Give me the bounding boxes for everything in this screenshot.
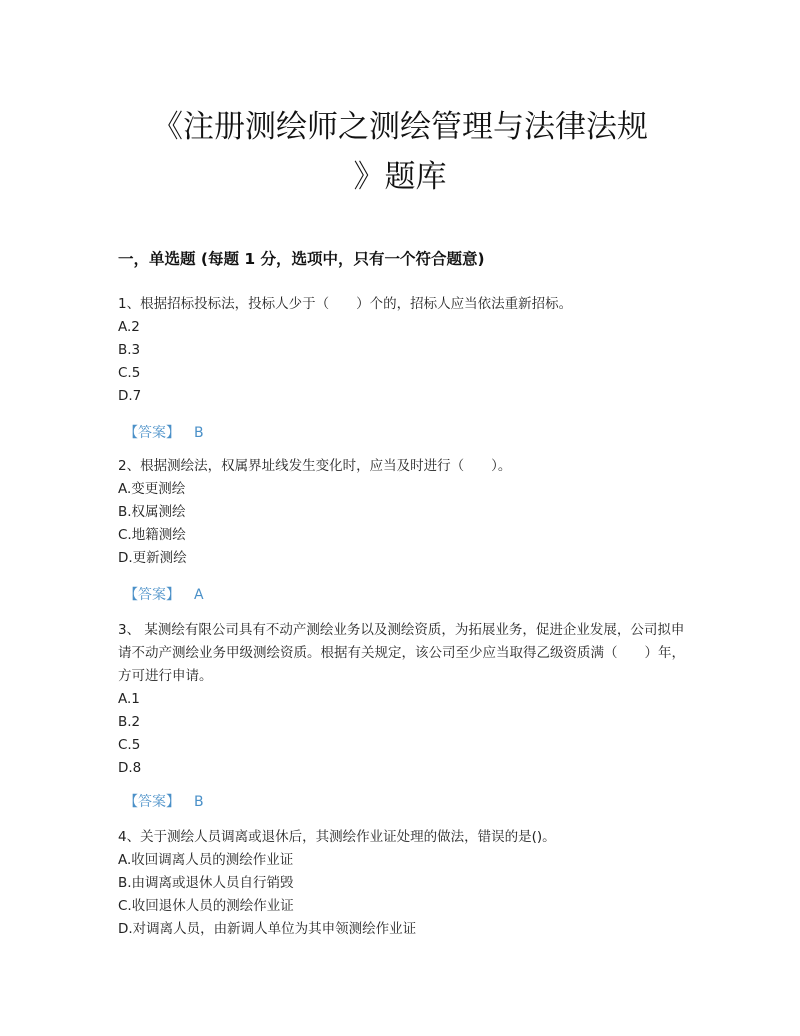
question-2 xyxy=(118,455,688,570)
question-2-option-a: A.变更测绘 xyxy=(118,481,186,497)
answer-label: 【答案】 xyxy=(124,425,180,441)
section-heading: 一，单选题 (每题 1 分，选项中，只有一个符合题意) xyxy=(118,250,485,268)
answer-label: 【答案】 xyxy=(124,587,180,603)
question-1-option-b: B.3 xyxy=(118,342,141,358)
answer-value: B xyxy=(194,425,204,441)
question-3-option-a: A.1 xyxy=(118,691,140,707)
document-title xyxy=(100,102,700,202)
question-4 xyxy=(118,826,688,941)
question-3 xyxy=(118,619,688,780)
question-3-option-d: D.8 xyxy=(118,760,142,776)
question-4-option-c: C.收回退休人员的测绘作业证 xyxy=(118,898,294,914)
question-2-option-c: C.地籍测绘 xyxy=(118,527,186,543)
document-title-line-1: 《注册测绘师之测绘管理与法律法规 xyxy=(152,109,648,145)
answer-label: 【答案】 xyxy=(124,794,180,810)
question-3-option-b: B.2 xyxy=(118,714,141,730)
question-2-option-d: D.更新测绘 xyxy=(118,550,187,566)
question-2-answer xyxy=(124,584,204,604)
question-2-stem: 2、根据测绘法，权属界址线发生变化时，应当及时进行（ ）。 xyxy=(118,458,512,474)
question-3-option-c: C.5 xyxy=(118,737,141,753)
question-1-option-c: C.5 xyxy=(118,365,141,381)
document-title-line-2: 》题库 xyxy=(353,159,447,195)
question-4-option-a: A.收回调离人员的测绘作业证 xyxy=(118,852,294,868)
question-4-option-b: B.由调离或退休人员自行销毁 xyxy=(118,875,294,891)
question-1-option-a: A.2 xyxy=(118,319,140,335)
question-4-stem: 4、关于测绘人员调离或退休后，其测绘作业证处理的做法，错误的是()。 xyxy=(118,829,556,845)
question-1-option-d: D.7 xyxy=(118,388,142,404)
question-2-option-b: B.权属测绘 xyxy=(118,504,186,520)
answer-value: B xyxy=(194,794,204,810)
answer-value: A xyxy=(194,587,204,603)
question-1-stem: 1、根据招标投标法，投标人少于（ ）个的，招标人应当依法重新招标。 xyxy=(118,296,573,312)
question-1-answer xyxy=(124,422,204,442)
question-4-option-d: D.对调离人员，由新调人单位为其申领测绘作业证 xyxy=(118,921,417,937)
question-3-stem: 3、 某测绘有限公司具有不动产测绘业务以及测绘资质，为拓展业务，促进企业发展，公司拟申请不动产测绘业务甲级测绘资质。根据有关规定，该公司至少应当取得乙级资质满（ ）年，方可进行申请。 xyxy=(118,622,685,684)
question-1 xyxy=(118,293,688,408)
question-3-answer xyxy=(124,791,204,811)
